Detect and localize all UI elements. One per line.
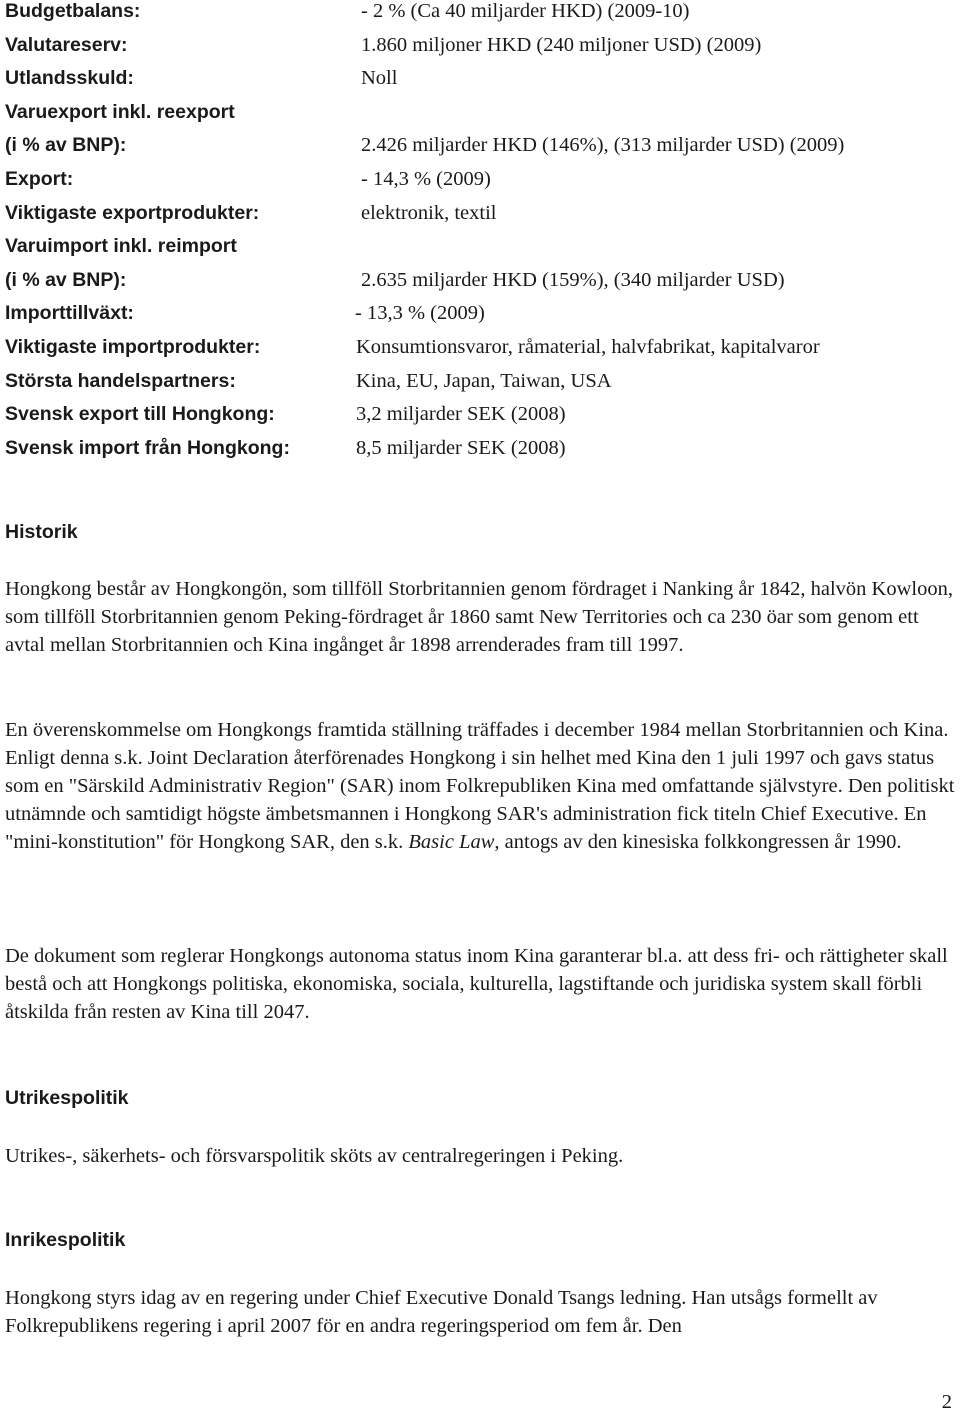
fact-value: Konsumtionsvaror, råmaterial, halvfabrikat, kapitalvaror bbox=[356, 335, 820, 358]
inrikespolitik-paragraph: Hongkong styrs idag av en regering under Chief Executive Donald Tsangs ledning. Han utsågs formellt av Folkrepublikens regering i april 2007 för en andra regeringsperiod om fem år. Den bbox=[5, 1287, 878, 1337]
fact-label: Svensk export till Hongkong: bbox=[5, 403, 275, 426]
fact-label: (i % av BNP): bbox=[5, 268, 127, 291]
section-heading-historik: Historik bbox=[5, 521, 78, 543]
fact-label: Export: bbox=[5, 167, 74, 190]
fact-label: Viktigaste importprodukter: bbox=[5, 335, 261, 358]
fact-label: Största handelspartners: bbox=[5, 369, 236, 392]
section-heading-inrikespolitik: Inrikespolitik bbox=[5, 1229, 126, 1251]
fact-row bbox=[5, 230, 955, 264]
fact-value: elektronik, textil bbox=[361, 201, 497, 224]
fact-value: 3,2 miljarder SEK (2008) bbox=[356, 403, 566, 426]
page-number: 2 bbox=[941, 1391, 952, 1413]
fact-value: Noll bbox=[361, 67, 398, 90]
fact-row bbox=[5, 29, 955, 63]
fact-value: 1.860 miljoner HKD (240 miljoner USD) (2009) bbox=[361, 33, 762, 56]
fact-label: Viktigaste exportprodukter: bbox=[5, 201, 260, 224]
basic-law-term: Basic Law bbox=[408, 831, 495, 853]
fact-label: Importtillväxt: bbox=[5, 302, 134, 325]
fact-row bbox=[5, 331, 955, 365]
fact-value: - 2 % (Ca 40 miljarder HKD) (2009-10) bbox=[361, 0, 690, 22]
fact-row bbox=[5, 163, 955, 197]
fact-row bbox=[5, 297, 955, 331]
fact-value: - 14,3 % (2009) bbox=[361, 167, 491, 190]
fact-row bbox=[5, 432, 955, 466]
historik-paragraph-2 bbox=[5, 716, 955, 856]
fact-row bbox=[5, 365, 955, 399]
historik-paragraph-1: Hongkong består av Hongkongön, som tillföll Storbritannien genom fördraget i Nanking år 1842, halvön Kowloon, som tillföll Storbritannien genom Peking-fördraget år 1860 samt New Territories och ca 230 öar som genom ett avtal mellan Storbritannien och Kina ingånget år 1898 arrenderades fram till 1997. bbox=[5, 578, 953, 656]
fact-row bbox=[5, 62, 955, 96]
utrikespolitik-paragraph: Utrikes-, säkerhets- och försvarspolitik sköts av centralregeringen i Peking. bbox=[5, 1145, 624, 1167]
fact-value: 2.426 miljarder HKD (146%), (313 miljarder USD) (2009) bbox=[361, 134, 845, 157]
fact-label: Svensk import från Hongkong: bbox=[5, 436, 290, 459]
key-facts-table bbox=[5, 0, 955, 465]
historik-paragraph-3: De dokument som reglerar Hongkongs autonoma status inom Kina garanterar bl.a. att dess fri- och rättigheter skall bestå och att Hongkongs politiska, ekonomiska, sociala, kulturella, lagstiftande och juridiska system skall förbli åtskilda från resten av Kina till 2047. bbox=[5, 945, 948, 1023]
fact-label: Varuimport inkl. reimport bbox=[5, 235, 237, 258]
fact-label: Budgetbalans: bbox=[5, 0, 141, 22]
fact-label: Valutareserv: bbox=[5, 33, 128, 56]
historik-paragraph-2-text: En överenskommelse om Hongkongs framtida ställning träffades i december 1984 mellan Storbritannien och Kina. Enligt denna s.k. Joint Declaration återförenades Hongkong i sin helhet med Kina den 1 juli 1997 och gavs status som en "Särskild Administrativ Region" (SAR) inom Folkrepubliken Kina med omfattande självstyre. Den politiskt utnämnde och samtidigt högste ämbetsmannen i Hongkong SAR's administration fick titeln Chief Executive. En "mini-konstitution" för Hongkong SAR, den s.k. bbox=[5, 719, 955, 853]
fact-value: Kina, EU, Japan, Taiwan, USA bbox=[356, 369, 612, 392]
fact-value: 8,5 miljarder SEK (2008) bbox=[356, 436, 566, 459]
fact-row bbox=[5, 0, 955, 29]
fact-row bbox=[5, 197, 955, 231]
fact-row bbox=[5, 96, 955, 130]
fact-row bbox=[5, 264, 955, 298]
fact-value: - 13,3 % (2009) bbox=[355, 302, 485, 325]
fact-label: Varuexport inkl. reexport bbox=[5, 100, 235, 123]
section-heading-utrikespolitik: Utrikespolitik bbox=[5, 1087, 129, 1109]
historik-paragraph-2-end: , antogs av den kinesiska folkkongressen år 1990. bbox=[494, 831, 902, 853]
fact-row bbox=[5, 129, 955, 163]
fact-label: Utlandsskuld: bbox=[5, 67, 134, 90]
fact-value: 2.635 miljarder HKD (159%), (340 miljarder USD) bbox=[361, 268, 785, 291]
fact-label: (i % av BNP): bbox=[5, 134, 127, 157]
fact-row bbox=[5, 398, 955, 432]
